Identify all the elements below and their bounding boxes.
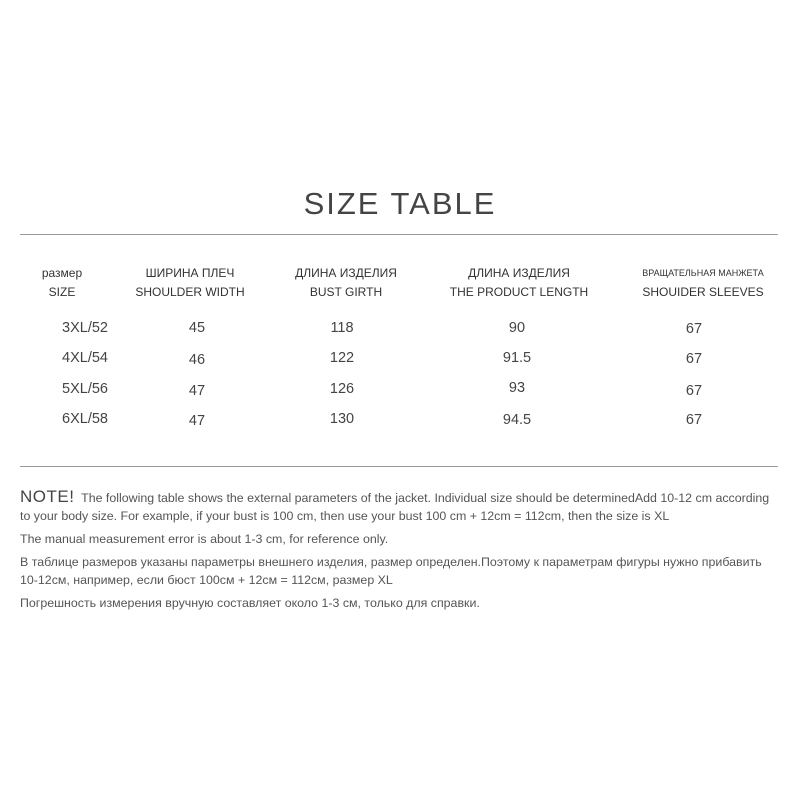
- header-product-length-en: THE PRODUCT LENGTH: [449, 285, 589, 299]
- header-shoulder-width-en: SHOULDER WIDTH: [135, 285, 245, 299]
- table-cell-product-length: 94.5: [502, 412, 532, 428]
- note-russian: В таблице размеров указаны параметры внешнего изделия, размер определен.Поэтому к параметрам фигуры нужно прибавить 10-12см, например, если бюст 100см + 12см = 112см, размер XL: [20, 555, 762, 587]
- header-size-ru: размер: [41, 266, 83, 280]
- table-cell-shoulder-width: 47: [188, 413, 206, 429]
- table-cell-bust-girth: 126: [329, 381, 355, 397]
- header-shoulder-sleeves-en: SHOUIDER SLEEVES: [642, 285, 764, 299]
- note-label: NOTE!: [20, 487, 75, 506]
- notes-section: [20, 488, 780, 617]
- header-bust-girth-en: BUST GIRTH: [309, 285, 383, 299]
- header-bust-girth: [276, 264, 416, 302]
- table-cell-bust-girth: 118: [330, 320, 354, 336]
- table-cell-size: 6XL/58: [62, 411, 108, 427]
- page-title: SIZE TABLE: [303, 186, 497, 221]
- header-shoulder-sleeves-ru: ВРАЩАТЕЛЬНАЯ МАНЖЕТА: [642, 268, 764, 278]
- table-cell-shoulder-sleeves: 67: [685, 383, 703, 399]
- top-divider: [20, 234, 778, 235]
- header-shoulder-width: [120, 264, 260, 302]
- table-cell-product-length: 93: [508, 380, 526, 396]
- note-english: [20, 488, 780, 525]
- table-cell-shoulder-sleeves: 67: [685, 412, 703, 428]
- table-cell-shoulder-sleeves: 67: [685, 321, 703, 337]
- table-cell-product-length: 91.5: [502, 350, 532, 366]
- header-shoulder-sleeves: [620, 264, 786, 302]
- table-cell-size: 5XL/56: [62, 381, 108, 397]
- table-cell-size: 3XL/52: [62, 320, 108, 336]
- note-english-error: The manual measurement error is about 1-3 cm, for reference only.: [20, 532, 389, 546]
- header-size: [30, 264, 94, 302]
- bottom-divider: [20, 466, 778, 467]
- note-russian-error: Погрешность измерения вручную составляет около 1-3 см, только для справки.: [20, 596, 480, 610]
- header-product-length: [434, 264, 604, 302]
- header-bust-girth-ru: ДЛИНА ИЗДЕЛИЯ: [295, 266, 397, 280]
- table-cell-product-length: 90: [508, 320, 526, 336]
- table-cell-shoulder-width: 45: [188, 320, 206, 336]
- table-cell-shoulder-width: 46: [188, 352, 206, 368]
- table-cell-size: 4XL/54: [62, 350, 108, 366]
- header-product-length-ru: ДЛИНА ИЗДЕЛИЯ: [468, 266, 570, 280]
- header-size-en: SIZE: [48, 285, 76, 299]
- table-cell-shoulder-width: 47: [188, 383, 206, 399]
- table-cell-bust-girth: 130: [329, 411, 355, 427]
- table-cell-bust-girth: 122: [329, 350, 355, 366]
- note-english-text: The following table shows the external parameters of the jacket. Individual size should be determinedAdd 10-12 cm according to your body size. For example, if your bust is 100 cm, then use your bust 100 cm + 12cm = 112cm, then the size is XL: [20, 491, 770, 523]
- header-shoulder-width-ru: ШИРИНА ПЛЕЧ: [145, 266, 235, 280]
- table-cell-shoulder-sleeves: 67: [685, 351, 703, 367]
